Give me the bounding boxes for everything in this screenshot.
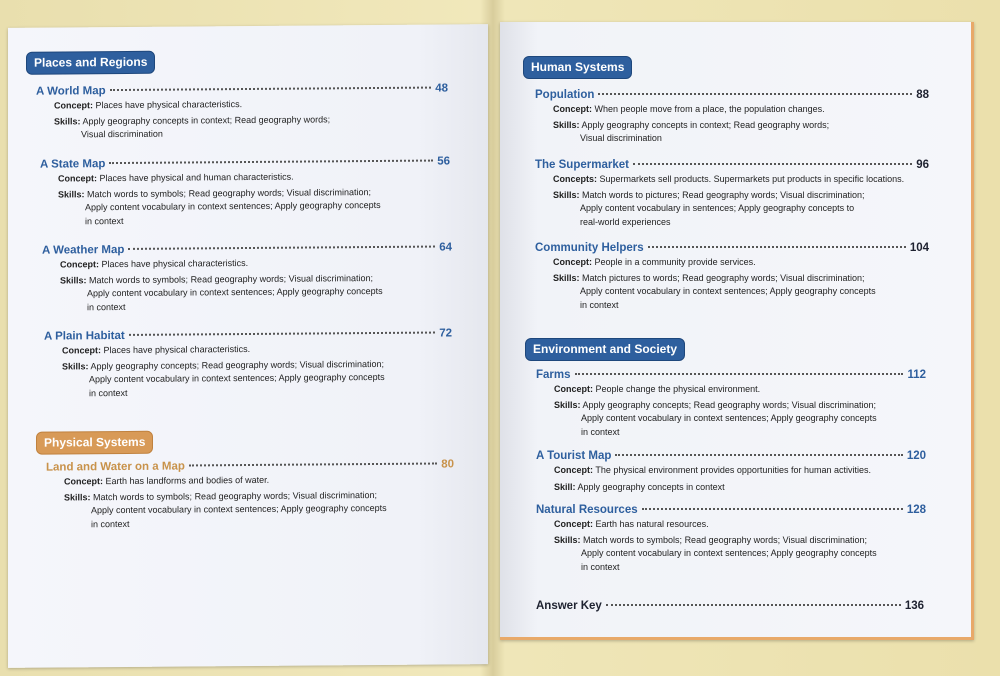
skills-text: Match words to symbols; Read geography words; Visual discrimination; bbox=[583, 534, 867, 545]
skills-text: Visual discrimination bbox=[81, 128, 163, 140]
skills-label: Skills: bbox=[553, 189, 580, 200]
skills-text: Visual discrimination bbox=[580, 133, 662, 143]
concept-label: Concept: bbox=[553, 104, 592, 114]
toc-entry-plain-habitat bbox=[44, 327, 452, 400]
toc-entry-farms bbox=[536, 369, 926, 439]
concept-label: Concept: bbox=[64, 476, 103, 487]
concept-label: Concept: bbox=[62, 345, 101, 356]
skills-label: Skills: bbox=[64, 491, 91, 502]
skills-text: Match pictures to words; Read geography words; Visual discrimination; bbox=[582, 272, 865, 283]
dot-leader bbox=[606, 604, 901, 606]
dot-leader bbox=[110, 87, 432, 92]
dot-leader bbox=[642, 508, 903, 510]
concept-label: Concept: bbox=[554, 465, 593, 475]
concept-text: Places have physical characteristics. bbox=[103, 343, 251, 356]
skills-text: Apply geography concepts in context bbox=[577, 481, 725, 492]
dot-leader bbox=[633, 163, 912, 165]
section-label-physical-systems: Physical Systems bbox=[36, 431, 153, 455]
entry-page-number: 120 bbox=[906, 450, 926, 462]
entry-title: A World Map bbox=[36, 85, 106, 98]
concept-label: Concept: bbox=[60, 259, 99, 270]
entry-title: The Supermarket bbox=[535, 159, 629, 171]
skills-text: Apply content vocabulary in context sentences; Apply geography concepts bbox=[580, 286, 876, 296]
skills-label: Skills: bbox=[54, 115, 81, 127]
skills-label: Skills: bbox=[554, 399, 581, 410]
entry-title: Land and Water on a Map bbox=[46, 460, 185, 474]
entry-title: Population bbox=[535, 89, 595, 101]
left-page bbox=[8, 24, 488, 668]
concept-text: Supermarkets sell products. Supermarkets put products in specific locations. bbox=[599, 174, 905, 184]
concept-label: Concept: bbox=[554, 519, 593, 529]
toc-entry-tourist-map bbox=[536, 450, 926, 494]
toc-entry-population bbox=[535, 89, 929, 146]
skills-text: in context bbox=[91, 518, 130, 529]
section-label-human-systems: Human Systems bbox=[523, 56, 632, 79]
toc-entry-answer-key bbox=[536, 600, 924, 612]
concept-label: Concept: bbox=[58, 173, 97, 184]
entry-page-number: 112 bbox=[907, 369, 926, 381]
skills-text: Match words to symbols; Read geography words; Visual discrimination; bbox=[87, 186, 371, 199]
entry-page-number: 88 bbox=[916, 89, 929, 101]
skills-text: Apply content vocabulary in context sentences; Apply geography concepts bbox=[85, 199, 381, 213]
skills-text: in context bbox=[89, 387, 128, 398]
entry-page-number: 56 bbox=[437, 155, 450, 168]
skills-label: Skills: bbox=[58, 188, 85, 199]
entry-title: Community Helpers bbox=[535, 242, 644, 254]
toc-entry-weather-map bbox=[42, 241, 452, 314]
right-page bbox=[500, 22, 974, 640]
dot-leader bbox=[129, 332, 435, 336]
skills-text: Apply content vocabulary in context sentences; Apply geography concepts bbox=[91, 502, 387, 516]
skills-text: in context bbox=[580, 299, 619, 310]
entry-page-number: 72 bbox=[439, 327, 452, 340]
entry-title: A Tourist Map bbox=[536, 450, 612, 462]
dot-leader bbox=[615, 454, 902, 456]
entry-title: Answer Key bbox=[536, 600, 602, 612]
entry-page-number: 136 bbox=[904, 600, 924, 612]
skills-label: Skills: bbox=[553, 272, 580, 283]
entry-title: A Plain Habitat bbox=[44, 329, 125, 343]
skills-text: in context bbox=[87, 301, 126, 312]
concept-text: Earth has natural resources. bbox=[595, 519, 709, 529]
concept-text: Places have physical characteristics. bbox=[95, 99, 243, 111]
skills-text: Apply geography concepts in context; Read geography words; bbox=[82, 113, 331, 126]
skills-text: Match words to pictures; Read geography words; Visual discrimination; bbox=[582, 189, 865, 200]
entry-page-number: 48 bbox=[435, 82, 448, 95]
skills-text: Apply content vocabulary in context sentences; Apply geography concepts bbox=[581, 548, 877, 558]
skills-text: in context bbox=[581, 561, 620, 572]
skills-text: Apply geography concepts; Read geography words; Visual discrimination; bbox=[582, 399, 877, 410]
skills-label: Skills: bbox=[62, 360, 89, 371]
entry-title: A Weather Map bbox=[42, 243, 125, 257]
skills-text: Match words to symbols; Read geography words; Visual discrimination; bbox=[93, 489, 377, 502]
skills-text: Apply content vocabulary in sentences; Apply geography concepts to bbox=[580, 203, 855, 213]
section-label-environment-and-society: Environment and Society bbox=[525, 338, 685, 361]
concept-label: Concepts: bbox=[553, 174, 598, 184]
toc-entry-state-map bbox=[40, 155, 450, 228]
concept-text: The physical environment provides opportunities for human activities. bbox=[595, 465, 871, 475]
skills-label: Skill: bbox=[554, 481, 576, 492]
toc-entry-supermarket bbox=[535, 159, 929, 229]
dot-leader bbox=[109, 160, 433, 165]
entry-title: Natural Resources bbox=[536, 504, 638, 516]
skills-label: Skills: bbox=[60, 274, 87, 285]
entry-page-number: 128 bbox=[906, 504, 926, 516]
concept-text: Places have physical and human characteristics. bbox=[99, 171, 294, 184]
toc-entry-land-and-water bbox=[46, 458, 454, 531]
skills-text: Apply content vocabulary in context sentences; Apply geography concepts bbox=[87, 285, 383, 299]
skills-text: Apply content vocabulary in context sentences; Apply geography concepts bbox=[89, 371, 385, 385]
skills-text: in context bbox=[85, 215, 124, 226]
dot-leader bbox=[189, 463, 437, 467]
concept-text: Places have physical characteristics. bbox=[101, 257, 249, 270]
skills-text: Apply content vocabulary in context sentences; Apply geography concepts bbox=[581, 413, 877, 423]
section-label-places-and-regions: Places and Regions bbox=[26, 51, 155, 75]
skills-text: Match words to symbols; Read geography words; Visual discrimination; bbox=[89, 272, 373, 285]
dot-leader bbox=[648, 246, 906, 248]
dot-leader bbox=[598, 93, 912, 95]
toc-entry-world-map bbox=[36, 82, 448, 142]
concept-label: Concept: bbox=[554, 384, 593, 394]
skills-text: real-world experiences bbox=[580, 216, 671, 227]
entry-page-number: 80 bbox=[441, 458, 454, 471]
entry-title: Farms bbox=[536, 369, 571, 381]
concept-text: People in a community provide services. bbox=[594, 257, 756, 267]
concept-label: Concept: bbox=[553, 257, 592, 267]
toc-entry-community-helpers bbox=[535, 242, 929, 312]
toc-entry-natural-resources bbox=[536, 504, 926, 574]
skills-label: Skills: bbox=[553, 119, 580, 130]
skills-text: Apply geography concepts; Read geography words; Visual discrimination; bbox=[90, 358, 385, 371]
concept-text: Earth has landforms and bodies of water. bbox=[105, 474, 270, 487]
dot-leader bbox=[575, 373, 904, 375]
skills-text: Apply geography concepts in context; Read geography words; bbox=[581, 119, 830, 130]
entry-page-number: 64 bbox=[439, 241, 452, 254]
concept-label: Concept: bbox=[54, 100, 93, 111]
concept-text: When people move from a place, the population changes. bbox=[594, 104, 825, 114]
concept-text: People change the physical environment. bbox=[595, 384, 761, 394]
entry-page-number: 96 bbox=[916, 159, 929, 171]
skills-text: in context bbox=[581, 426, 620, 437]
entry-title: A State Map bbox=[40, 158, 106, 171]
entry-page-number: 104 bbox=[909, 242, 929, 254]
skills-label: Skills: bbox=[554, 534, 581, 545]
dot-leader bbox=[128, 246, 435, 250]
